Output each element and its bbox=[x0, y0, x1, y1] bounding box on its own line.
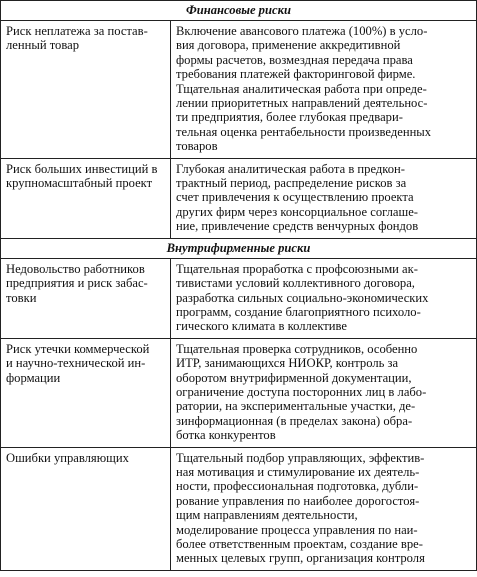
measure-text-line: лении приоритетных направлений деятельнос- bbox=[176, 96, 428, 111]
risk-text-line: крупномасштабный проект bbox=[6, 176, 153, 191]
measure-text-line: зинформационная (в пределах закона) обра- bbox=[176, 413, 413, 428]
measure-text-line: ности, профессиональная подготовка, дубли- bbox=[176, 479, 419, 494]
risk-text-line: формации bbox=[6, 370, 61, 385]
risk-text-line: Недовольство работников bbox=[6, 261, 145, 276]
measure-cell bbox=[171, 21, 477, 159]
measure-text-line: Тщательная аналитическая работа при опреде- bbox=[176, 81, 427, 96]
measure-text-line: щим направлениям деятельности, bbox=[176, 508, 358, 523]
measure-text-line: ратории, на экспериментальные участки, де- bbox=[176, 399, 416, 414]
measure-text-line: товаров bbox=[176, 139, 218, 154]
measure-cell bbox=[171, 447, 477, 570]
measure-text-line: других фирм через консорциальное соглаше- bbox=[176, 204, 418, 219]
risk-text-line: Риск неплатежа за постав- bbox=[6, 24, 148, 38]
measure-text-line: ная мотивация и стимулирование их деятель- bbox=[176, 464, 420, 479]
measure-cell bbox=[171, 158, 477, 238]
table-row bbox=[1, 447, 477, 570]
measure-text-line: Тщательная проработка с профсоюзными ак- bbox=[176, 261, 418, 276]
measure-text-line: трактный период, распределение рисков за bbox=[176, 176, 407, 191]
measure-text-line: ние, привлечение средств венчурных фондов bbox=[176, 219, 419, 234]
risk-text-line: и научно-технической ин- bbox=[6, 356, 146, 371]
risk-text-line: Риск больших инвестиций в bbox=[6, 161, 158, 176]
risk-text-line: ленный товар bbox=[6, 38, 80, 53]
measure-text-line: ти предприятия, более глубокая предвари- bbox=[176, 110, 403, 125]
measure-text-line: ограничение доступа посторонних лиц в лабо- bbox=[176, 384, 427, 399]
table-row bbox=[1, 158, 477, 238]
measure-text-line: формы расчетов, возмездная передача права bbox=[176, 52, 413, 67]
section-title-financial: Финансовые риски bbox=[1, 1, 477, 21]
measure-text-line: тивистами условий коллективного договора, bbox=[176, 276, 415, 291]
risk-cell bbox=[1, 21, 171, 159]
measure-cell bbox=[171, 258, 477, 338]
measure-text-line: более ответственным проектам, создание вре- bbox=[176, 537, 423, 551]
measure-text-line: разработка сильных социально-экономических bbox=[176, 290, 429, 305]
risk-text-line: Ошибки управляющих bbox=[6, 450, 129, 465]
measure-text-line: гического климата в коллективе bbox=[176, 319, 348, 334]
table-row bbox=[1, 258, 477, 338]
section-header-row bbox=[1, 238, 477, 258]
risk-text-line: Риск утечки коммерческой bbox=[6, 341, 150, 356]
measure-text-line: Включение авансового платежа (100%) в усло- bbox=[176, 24, 428, 38]
measure-text-line: моделирование процесса управления по наи- bbox=[176, 522, 418, 537]
measure-text-line: менных целевых групп, организация контроля bbox=[176, 551, 425, 566]
measure-text-line: ИТР, занимающихся НИОКР, контроль за bbox=[176, 356, 399, 371]
section-header-row bbox=[1, 1, 477, 21]
measure-cell bbox=[171, 338, 477, 447]
measure-text-line: Глубокая аналитическая работа в предкон- bbox=[176, 161, 405, 176]
measure-text-line: Тщательная проверка сотрудников, особенно bbox=[176, 341, 418, 356]
measure-text-line: тельная оценка рентабельности произведенных bbox=[176, 124, 432, 139]
table-row bbox=[1, 338, 477, 447]
risk-text-line: предприятия и риск забас- bbox=[6, 276, 148, 291]
measure-text-line: рование управления по наиболее дорогостоя- bbox=[176, 493, 420, 508]
measure-text-line: оборотом внутрифирменной документации, bbox=[176, 370, 412, 385]
measure-text-line: программ, создание благоприятного психоло- bbox=[176, 304, 421, 319]
risk-cell bbox=[1, 258, 171, 338]
measure-text-line: ботка конкурентов bbox=[176, 428, 276, 443]
table-row bbox=[1, 21, 477, 159]
risk-text-line: товки bbox=[6, 290, 37, 305]
risk-cell bbox=[1, 158, 171, 238]
section-title-internal: Внутрифирменные риски bbox=[1, 238, 477, 258]
measure-text-line: вия договора, применение аккредитивной bbox=[176, 38, 401, 53]
risk-cell bbox=[1, 338, 171, 447]
risk-cell bbox=[1, 447, 171, 570]
measure-text-line: счет привлечения к осуществлению проекта bbox=[176, 190, 414, 205]
measure-text-line: требования платежей факторинговой фирме. bbox=[176, 67, 416, 82]
measure-text-line: Тщательный подбор управляющих, эффектив- bbox=[176, 450, 425, 465]
